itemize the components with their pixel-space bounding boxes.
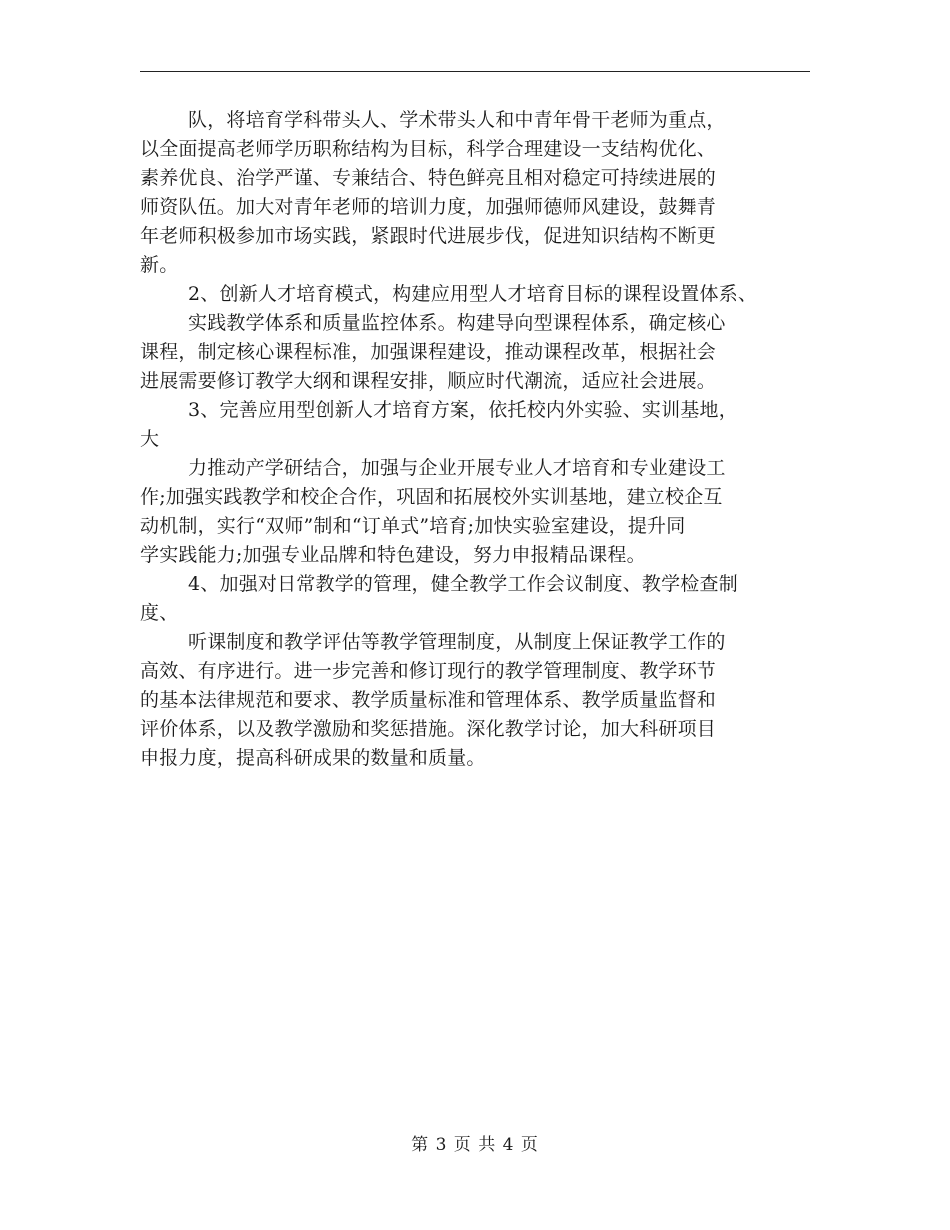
text-line: 课程，制定核心课程标准，加强课程建设，推动课程改革，根据社会 xyxy=(140,341,717,363)
text-line: 作;加强实践教学和校企合作，巩固和拓展校外实训基地，建立校企互 xyxy=(140,486,723,508)
text-line: 高效、有序进行。进一步完善和修订现行的教学管理制度、教学环节 xyxy=(140,660,717,682)
document-body xyxy=(140,106,820,773)
text-line: 力推动产学研结合，加强与企业开展专业人才培育和专业建设工 xyxy=(188,457,726,479)
text-line: 学实践能力;加强专业品牌和特色建设，努力申报精品课程。 xyxy=(140,544,646,566)
text-line: 队，将培育学科带头人、学术带头人和中青年骨干老师为重点， xyxy=(188,109,726,131)
text-line: 度、 xyxy=(140,602,179,624)
text-line: 素养优良、治学严谨、专兼结合、特色鲜亮且相对稳定可持续进展的 xyxy=(140,167,717,189)
text-line: 大 xyxy=(140,428,160,450)
text-line: 动机制，实行“双师”制和“订单式”培育;加快实验室建设，提升同 xyxy=(140,515,686,537)
text-line: 4、加强对日常教学的管理，健全教学工作会议制度、教学检查制 xyxy=(188,573,738,595)
text-line: 听课制度和教学评估等教学管理制度，从制度上保证教学工作的 xyxy=(188,631,726,653)
page-number-footer: 第 3 页 共 4 页 xyxy=(411,1135,539,1155)
text-line: 2、创新人才培育模式，构建应用型人才培育目标的课程设置体系、 xyxy=(188,283,758,305)
text-line: 年老师积极参加市场实践，紧跟时代进展步伐，促进知识结构不断更 xyxy=(140,225,717,247)
text-line: 新。 xyxy=(140,254,179,276)
text-line: 3、完善应用型创新人才培育方案，依托校内外实验、实训基地， xyxy=(188,399,738,421)
text-line: 以全面提高老师学历职称结构为目标，科学合理建设一支结构优化、 xyxy=(140,138,717,160)
text-line: 评价体系，以及教学激励和奖惩措施。深化教学讨论，加大科研项目 xyxy=(140,718,717,740)
text-line: 实践教学体系和质量监控体系。构建导向型课程体系，确定核心 xyxy=(188,312,726,334)
text-line: 的基本法律规范和要求、教学质量标准和管理体系、教学质量监督和 xyxy=(140,689,717,711)
text-line: 申报力度，提高科研成果的数量和质量。 xyxy=(140,747,486,769)
text-line: 进展需要修订教学大纲和课程安排，顺应时代潮流，适应社会进展。 xyxy=(140,370,717,392)
header-rule xyxy=(140,71,810,72)
text-line: 师资队伍。加大对青年老师的培训力度，加强师德师风建设，鼓舞青 xyxy=(140,196,717,218)
